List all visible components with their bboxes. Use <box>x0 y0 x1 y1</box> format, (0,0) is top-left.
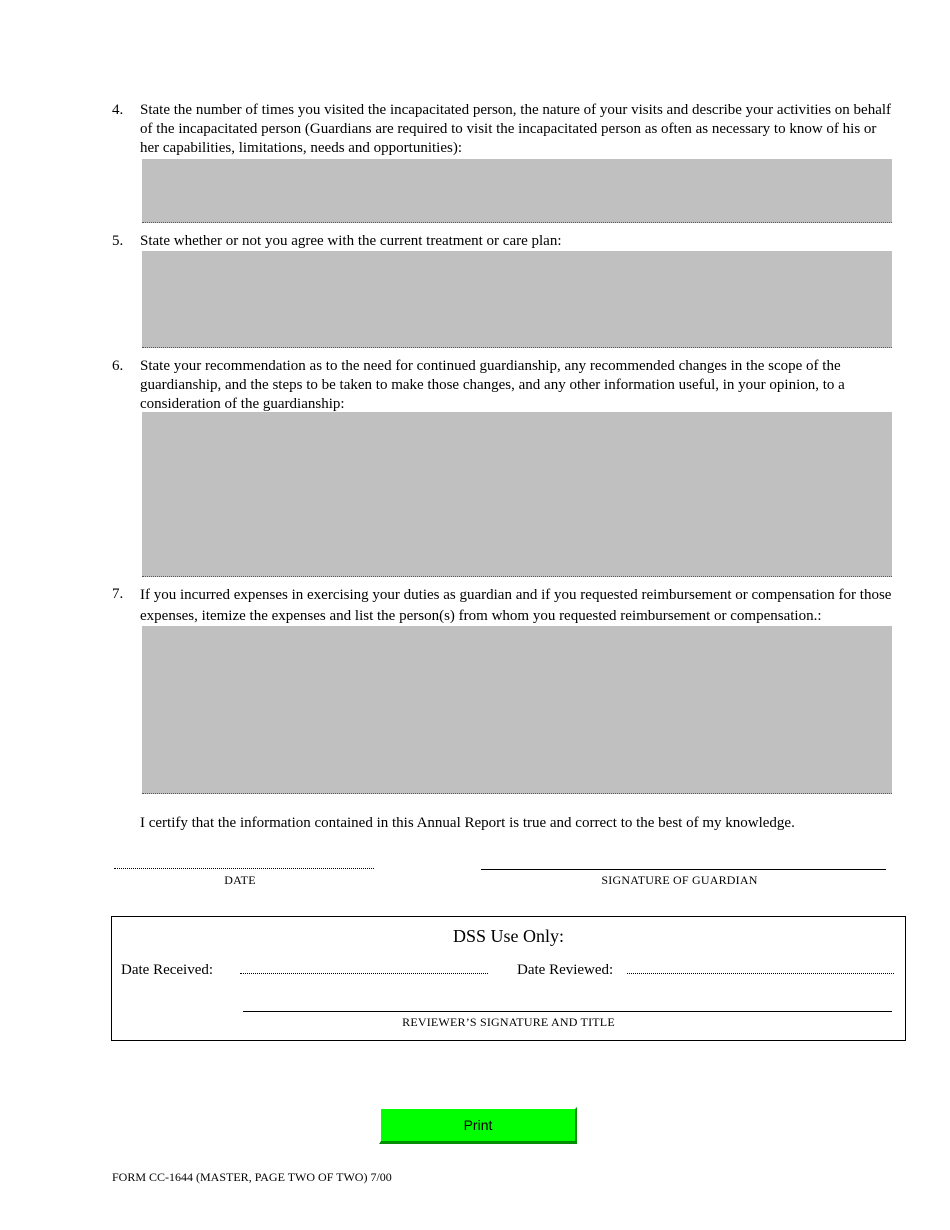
date-received-field[interactable] <box>240 973 488 974</box>
question-4-text: State the number of times you visited the incapacitated person, the nature of your visits and describe your activities on behalf of the incapacitated person (Guardians are required to visit the incapacitated person as often as necessary to know of his or her capabilities, limitations, needs and opportunities): <box>140 102 892 156</box>
question-4-number: 4. <box>112 102 124 118</box>
question-6-number: 6. <box>112 358 124 374</box>
certification-statement: I certify that the information contained in this Annual Report is true and correct to the best of my knowledge. <box>140 815 795 831</box>
date-caption: DATE <box>224 873 256 887</box>
date-received-label: Date Received: <box>121 962 214 978</box>
date-line[interactable] <box>114 868 374 869</box>
dss-title: DSS Use Only: <box>452 926 564 946</box>
date-reviewed-label: Date Reviewed: <box>517 962 614 978</box>
reviewer-signature-caption: REVIEWER’S SIGNATURE AND TITLE <box>402 1015 615 1029</box>
question-7-text: If you incurred expenses in exercising your duties as guardian and if you requested reimbursement or compensation for those expenses, itemize the expenses and list the person(s) from whom you requested reimbursement or compensation.: <box>140 587 892 624</box>
question-5-number: 5. <box>112 233 124 249</box>
guardian-signature-line[interactable] <box>481 869 886 870</box>
question-6-text: State your recommendation as to the need for continued guardianship, any recommended changes in the scope of the guardianship, and the steps to be taken to make those changes, and any other information useful, in your opinion, to a consideration of the guardianship: <box>140 358 845 412</box>
question-7-response-field[interactable] <box>142 626 892 794</box>
question-7-number: 7. <box>112 586 124 602</box>
form-footer: FORM CC-1644 (MASTER, PAGE TWO OF TWO) 7/00 <box>112 1170 392 1184</box>
guardian-signature-caption: SIGNATURE OF GUARDIAN <box>601 873 758 887</box>
reviewer-signature-line[interactable] <box>243 1011 892 1012</box>
question-5-text: State whether or not you agree with the current treatment or care plan: <box>140 233 562 249</box>
question-6-response-field[interactable] <box>142 412 892 577</box>
date-reviewed-field[interactable] <box>627 973 894 974</box>
question-5-response-field[interactable] <box>142 251 892 348</box>
dss-use-only-box <box>111 916 906 1041</box>
question-4-response-field[interactable] <box>142 159 892 223</box>
print-button[interactable]: Print <box>379 1107 577 1144</box>
